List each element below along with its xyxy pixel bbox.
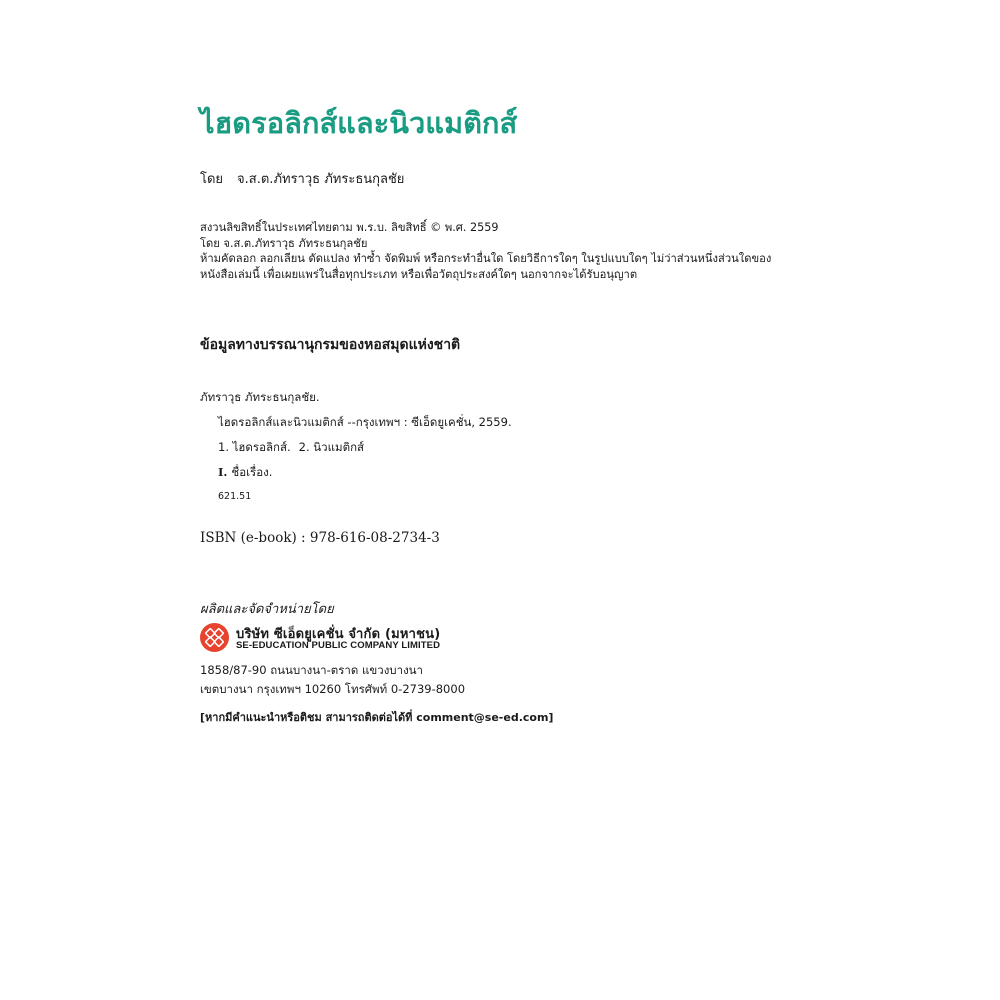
byline: [200, 168, 404, 189]
copyright-line: ห้ามคัดลอก ลอกเลียน ดัดแปลง ทำซ้ำ จัดพิมพ์ หรือกระทำอื่นใด โดยวิธีการใดๆ ในรูปแบบใดๆ ไม่ว่าส่วนหนึ่งส่วนใดของ: [200, 252, 772, 265]
feedback-contact: [หากมีคำแนะนำหรือติชม สามารถติดต่อได้ที่ comment@se-ed.com]: [200, 711, 554, 724]
publisher-address: [200, 661, 465, 699]
cip-title-tracing-number: I.: [218, 465, 228, 479]
cip-title-tracing: [218, 464, 272, 482]
se-ed-logo-icon: [200, 623, 229, 652]
byline-author: จ.ส.ต.ภัทราวุธ ภัทระธนกุลชัย: [237, 172, 405, 187]
book-title: ไฮดรอลิกส์และนิวแมติกส์: [200, 106, 518, 140]
copyright-line: สงวนลิขสิทธิ์ในประเทศไทยตาม พ.ร.บ. ลิขสิทธิ์ © พ.ศ. 2559: [200, 221, 499, 234]
copyright-line: โดย จ.ส.ต.ภัทราวุธ ภัทระธนกุลชัย: [200, 236, 368, 250]
address-line: เขตบางนา กรุงเทพฯ 10260 โทรศัพท์ 0-2739-8000: [200, 682, 466, 696]
company-name-thai: บริษัท ซีเอ็ดยูเคชั่น จำกัด (มหาชน): [236, 627, 441, 642]
cip-subject: 1. ไฮดรอลิกส์.: [218, 440, 291, 454]
company-name-english: SE-EDUCATION PUBLIC COMPANY LIMITED: [236, 640, 441, 651]
copyright-notice: [200, 220, 771, 282]
copyright-line: หนังสือเล่มนี้ เพื่อเผยแพร่ในสื่อทุกประเภท หรือเพื่อวัตถุประสงค์ใดๆ นอกจากจะได้รับอนุญาต: [200, 267, 638, 281]
cip-title-entry: ไฮดรอลิกส์และนิวแมติกส์ --กรุงเทพฯ : ซีเอ็ดยูเคชั่น, 2559.: [218, 415, 512, 429]
cip-subjects: [218, 439, 364, 457]
cip-classification: 621.51: [218, 491, 252, 502]
interlaced-squares-icon: [205, 628, 224, 647]
cip-author-entry: ภัทราวุธ ภัทระธนกุลชัย.: [200, 390, 320, 404]
cip-subject: 2. นิวแมติกส์: [298, 440, 365, 454]
cip-title-tracing-text: ชื่อเรื่อง.: [231, 465, 273, 479]
distribution-label: ผลิตและจัดจำหน่ายโดย: [200, 602, 334, 617]
cip-heading: ข้อมูลทางบรรณานุกรมของหอสมุดแห่งชาติ: [200, 337, 461, 353]
address-line: 1858/87-90 ถนนบางนา-ตราด แขวงบางนา: [200, 663, 424, 677]
isbn: ISBN (e-book) : 978-616-08-2734-3: [200, 530, 440, 546]
byline-prefix: โดย: [200, 172, 224, 187]
